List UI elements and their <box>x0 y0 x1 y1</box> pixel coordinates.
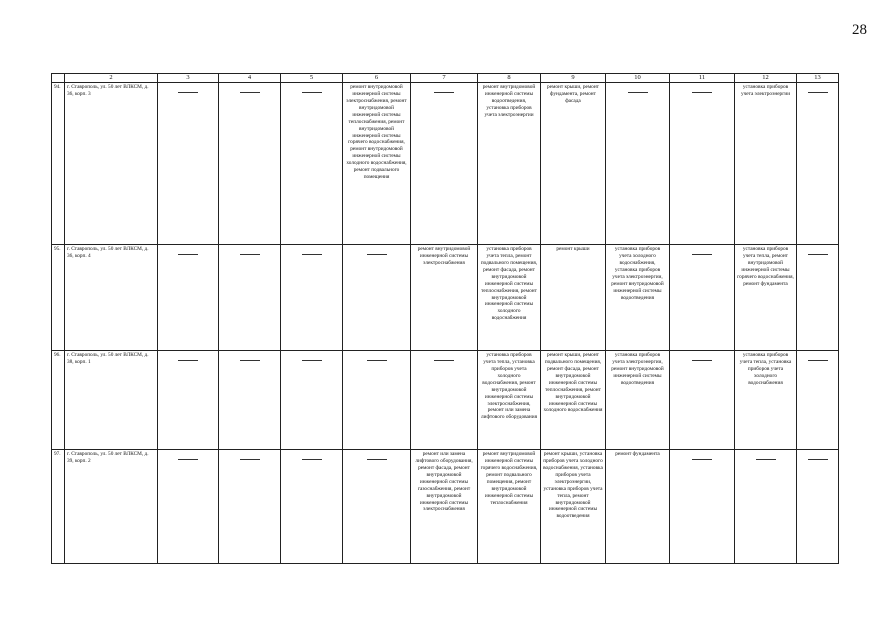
dash-mark <box>692 92 712 93</box>
column-header: 11 <box>670 74 735 83</box>
empty-cell <box>606 83 670 245</box>
address-cell: г. Ставрополь, ул. 50 лет ВЛКСМ, д. 36, корп. 3 <box>65 83 158 245</box>
column-header: 5 <box>281 74 343 83</box>
table-row <box>52 83 839 245</box>
dash-mark <box>240 360 260 361</box>
empty-cell <box>158 245 219 351</box>
work-cell: ремонт внутридомовой инженерной системы горячего водоснабжения, ремонт подвального помещения, ремонт внутридомовой инженерной системы теплоснабжения <box>478 450 541 564</box>
empty-cell <box>797 351 839 450</box>
empty-cell <box>735 450 797 564</box>
dash-mark <box>302 254 322 255</box>
dash-mark <box>628 92 648 93</box>
dash-mark <box>808 459 828 460</box>
work-cell: ремонт фундамента <box>606 450 670 564</box>
row-number: 95. <box>52 245 65 351</box>
empty-cell <box>219 450 281 564</box>
dash-mark <box>808 92 828 93</box>
empty-cell <box>219 245 281 351</box>
empty-cell <box>219 351 281 450</box>
table-row <box>52 351 839 450</box>
work-cell: ремонт или замена лифтового оборудования, ремонт фасада, ремонт внутридомовой инженерной системы газоснабжения, ремонт внутридомовой инженерной системы электроснабжения <box>411 450 478 564</box>
dash-mark <box>178 360 198 361</box>
header-row <box>52 74 839 83</box>
dash-mark <box>178 459 198 460</box>
work-cell: ремонт крыши, установка приборов учета холодного водоснабжения, установка приборов учета электроэнергии, установка приборов учета тепла, ремонт внутридомовой инженерной системы водоотведения <box>541 450 606 564</box>
page-number: 28 <box>852 22 867 38</box>
dash-mark <box>367 360 387 361</box>
dash-mark <box>240 92 260 93</box>
column-header: 3 <box>158 74 219 83</box>
empty-cell <box>158 351 219 450</box>
column-header: 8 <box>478 74 541 83</box>
work-cell: ремонт крыши, ремонт подвального помещения, ремонт фасада, ремонт внутридомовой инженерной системы теплоснабжения, ремонт внутридомовой инженерной системы холодного водоснабжения <box>541 351 606 450</box>
row-number: 96. <box>52 351 65 450</box>
column-header: 2 <box>65 74 158 83</box>
empty-cell <box>281 450 343 564</box>
row-number: 97. <box>52 450 65 564</box>
repair-schedule-table <box>51 73 839 564</box>
empty-cell <box>343 245 411 351</box>
dash-mark <box>434 360 454 361</box>
empty-cell <box>219 83 281 245</box>
work-cell: ремонт внутридомовой инженерной системы электроснабжения, ремонт внутридомовой инженерной системы теплоснабжения, ремонт внутридомовой инженерной системы горячего водоснабжения, ремонт внутридомовой инженерной системы холодного водоснабжения, ремонт подвального помещения <box>343 83 411 245</box>
work-cell: ремонт внутридомовой инженерной системы электроснабжения <box>411 245 478 351</box>
column-header: 13 <box>797 74 839 83</box>
work-cell: ремонт крыши, ремонт фундамента, ремонт фасада <box>541 83 606 245</box>
work-cell: установка приборов учета тепла, установка приборов учета холодного водоснабжения, ремонт внутридомовой инженерной системы электроснабжения, ремонт или замена лифтового оборудования <box>478 351 541 450</box>
dash-mark <box>302 92 322 93</box>
work-cell: установка приборов учета электроэнергии, ремонт внутридомовой инженерной системы водоотведения <box>606 351 670 450</box>
work-cell: установка приборов учета электроэнергии <box>735 83 797 245</box>
column-header: 4 <box>219 74 281 83</box>
empty-cell <box>281 83 343 245</box>
address-cell: г. Ставрополь, ул. 50 лет ВЛКСМ, д. 36, корп. 4 <box>65 245 158 351</box>
address-cell: г. Ставрополь, ул. 50 лет ВЛКСМ, д. 39, корп. 2 <box>65 450 158 564</box>
dash-mark <box>756 459 776 460</box>
dash-mark <box>692 459 712 460</box>
empty-cell <box>670 450 735 564</box>
empty-cell <box>797 245 839 351</box>
dash-mark <box>178 92 198 93</box>
dash-mark <box>692 254 712 255</box>
dash-mark <box>240 254 260 255</box>
column-header: 10 <box>606 74 670 83</box>
table-row <box>52 450 839 564</box>
address-cell: г. Ставрополь, ул. 50 лет ВЛКСМ, д. 38, корп. 1 <box>65 351 158 450</box>
empty-cell <box>797 450 839 564</box>
empty-cell <box>411 83 478 245</box>
dash-mark <box>808 360 828 361</box>
empty-cell <box>281 245 343 351</box>
dash-mark <box>808 254 828 255</box>
empty-cell <box>411 351 478 450</box>
work-cell: ремонт внутридомовой инженерной системы водоотведения, установка приборов учета электроэнергии <box>478 83 541 245</box>
empty-cell <box>343 351 411 450</box>
column-header <box>52 74 65 83</box>
work-cell: установка приборов учета тепла, установка приборов учета холодного водоснабжения <box>735 351 797 450</box>
column-header: 6 <box>343 74 411 83</box>
dash-mark <box>178 254 198 255</box>
dash-mark <box>240 459 260 460</box>
dash-mark <box>302 459 322 460</box>
column-header: 12 <box>735 74 797 83</box>
work-cell: установка приборов учета тепла, ремонт подвального помещения, ремонт фасада, ремонт внутридомовой инженерной системы теплоснабжения, ремонт внутридомовой инженерной системы холодного водоснабжения <box>478 245 541 351</box>
empty-cell <box>343 450 411 564</box>
table-row <box>52 245 839 351</box>
dash-mark <box>434 92 454 93</box>
column-header: 7 <box>411 74 478 83</box>
dash-mark <box>302 360 322 361</box>
empty-cell <box>797 83 839 245</box>
dash-mark <box>367 254 387 255</box>
work-cell: установка приборов учета тепла, ремонт внутридомовой инженерной системы горячего водоснабжения, ремонт фундамента <box>735 245 797 351</box>
empty-cell <box>670 83 735 245</box>
column-header: 9 <box>541 74 606 83</box>
empty-cell <box>670 351 735 450</box>
dash-mark <box>692 360 712 361</box>
empty-cell <box>158 83 219 245</box>
empty-cell <box>281 351 343 450</box>
work-cell: установка приборов учета холодного водоснабжения, установка приборов учета электроэнергии, ремонт внутридомовой инженерной системы водоотведения <box>606 245 670 351</box>
work-cell: ремонт крыши <box>541 245 606 351</box>
dash-mark <box>367 459 387 460</box>
empty-cell <box>158 450 219 564</box>
empty-cell <box>670 245 735 351</box>
row-number: 94. <box>52 83 65 245</box>
